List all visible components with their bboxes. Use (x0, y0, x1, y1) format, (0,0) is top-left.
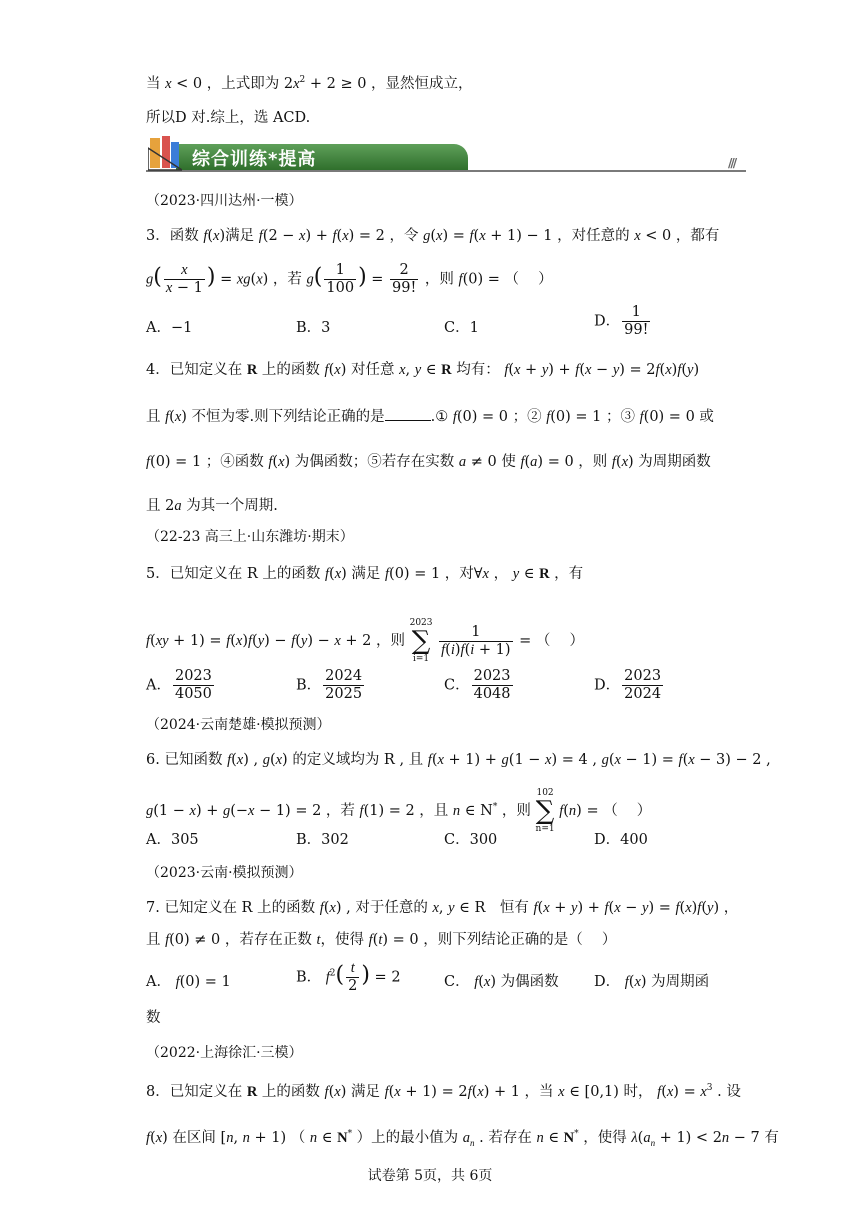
q8-source: （2022·上海徐汇·三模） (146, 1045, 303, 1061)
section-banner (146, 134, 746, 174)
q5-stem-line2: f(xy + 1) = f(x)f(y) − f(y) − x + 2 ，则 2023 ∑ i=1 $\frac{1}{f(i)f(i + 1)}$ = （ ） (146, 618, 584, 664)
solution-line-2: 所以D 对.综上，选 ACD. (146, 110, 311, 126)
q6-option-c[interactable]: C．300 (444, 832, 498, 848)
q3-option-b[interactable]: B．3 (296, 320, 331, 336)
q5-source: （22-23 高三上·山东潍坊·期末） (146, 529, 354, 545)
q5-option-c[interactable]: C． $\frac{2023}{4048}$ (444, 668, 511, 702)
q7-option-c[interactable]: C． f(x) 为偶函数 (444, 974, 559, 990)
q3-stem-line1: 3．函数 f(x)满足 f(2 − x) + f(x) = 2 ，令 g(x) = f(x + 1) − 1 ，对任意的 x < 0 ，都有 (146, 228, 720, 244)
q5-option-d[interactable]: D． $\frac{2023}{2024}$ (594, 668, 662, 702)
answer-blank[interactable] (385, 406, 431, 421)
q3-option-a[interactable]: A．−1 (146, 320, 193, 336)
q7-stem-line1: 7. 已知定义在 R 上的函数 f(x) , 对于任意的 x, y ∈ R 恒有 f(x + y) + f(x − y) = f(x)f(y) ， (146, 900, 739, 916)
banner-decor: /// (728, 156, 736, 170)
q3-option-d[interactable]: D． $\frac{1}{99!}$ (594, 304, 649, 338)
q3-stem-line2: g( $\frac{x}{x - 1}$ ) = xg(x) ，若 g( $\frac{1}{100}$ ) = $\frac{2}{99!}$ ，则 f(0) = （ ） (146, 262, 553, 296)
q6-stem-line1: 6. 已知函数 f(x) , g(x) 的定义域均为 R , 且 f(x + 1) + g(1 − x) = 4 , g(x − 1) = f(x − 3) − 2 , (146, 752, 771, 768)
q8-stem-line1: 8．已知定义在 R 上的函数 f(x) 满足 f(x + 1) = 2f(x) + 1 ，当 x ∈ [0,1) 时， $f(x) = x^3$ . 设 (146, 1083, 741, 1100)
q4-stem-line1: 4．已知定义在 R 上的函数 f(x) 对任意 x, y ∈ R 均有： f(x + y) + f(x − y) = 2f(x)f(y) (146, 362, 700, 378)
q7-option-b[interactable]: B． $f^2$( $\frac{t}{2}$ ) = 2 (296, 960, 401, 994)
ruler-icon (148, 134, 182, 172)
q4-stem-line4: 且 2a 为其一个周期. (146, 498, 278, 514)
page-footer: 试卷第 5页，共 6页 (367, 1168, 493, 1184)
q4-stem-line2: 且 f(x) 不恒为零.则下列结论正确的是 .① f(0) = 0 ；② f(0) = 1 ；③ f(0) = 0 或 (146, 406, 714, 427)
q7-option-d-wrap: 数 (146, 1010, 161, 1026)
q7-option-d[interactable]: D． f(x) 为周期函 (594, 974, 710, 990)
q4-stem-line3: f(0) = 1 ；④函数 f(x) 为偶函数；⑤若存在实数 a ≠ 0 使 f(a) = 0 ，则 f(x) 为周期函数 (146, 454, 711, 470)
summation-symbol: 102 ∑ n=1 (535, 788, 555, 834)
q6-option-a[interactable]: A．305 (146, 832, 199, 848)
q3-source: （2023·四川达州·一模） (146, 193, 303, 209)
q7-stem-line2: 且 f(0) ≠ 0 ，若存在正数 t，使得 f(t) = 0 ，则下列结论正确的是（ ） (146, 932, 617, 948)
banner-title: 综合训练*提高 (192, 149, 317, 170)
q6-stem-line2: g(1 − x) + g(−x − 1) = 2 ，若 f(1) = 2 ，且 n ∈ N* ，则 102 ∑ n=1 f(n) = （ ） (146, 788, 652, 834)
q6-option-d[interactable]: D．400 (594, 832, 648, 848)
q7-source: （2023·云南·模拟预测） (146, 865, 303, 881)
q3-option-c[interactable]: C．1 (444, 320, 479, 336)
q8-stem-line2: f(x) 在区间 [n, n + 1) （ n ∈ N* ）上的最小值为 $a_n$ . 若存在 n ∈ N* ，使得 $\lambda(a_n + 1) < 2n - 7$ 有 (146, 1129, 779, 1148)
q5-stem-line1: 5．已知定义在 R 上的函数 f(x) 满足 f(0) = 1 ，对∀x ， y ∈ R ，有 (146, 566, 584, 582)
solution-line-1: 当 x < 0 ，上式即为 $2x^2 + 2 \ge 0$ ，显然恒成立， (146, 75, 473, 92)
q5-option-a[interactable]: A． $\frac{2023}{4050}$ (146, 668, 212, 702)
q6-source: （2024·云南楚雄·模拟预测） (146, 717, 331, 733)
q7-option-a[interactable]: A． f(0) = 1 (146, 974, 231, 990)
q6-option-b[interactable]: B．302 (296, 832, 349, 848)
q5-option-b[interactable]: B． $\frac{2024}{2025}$ (296, 668, 363, 702)
summation-symbol: 2023 ∑ i=1 (409, 618, 433, 664)
